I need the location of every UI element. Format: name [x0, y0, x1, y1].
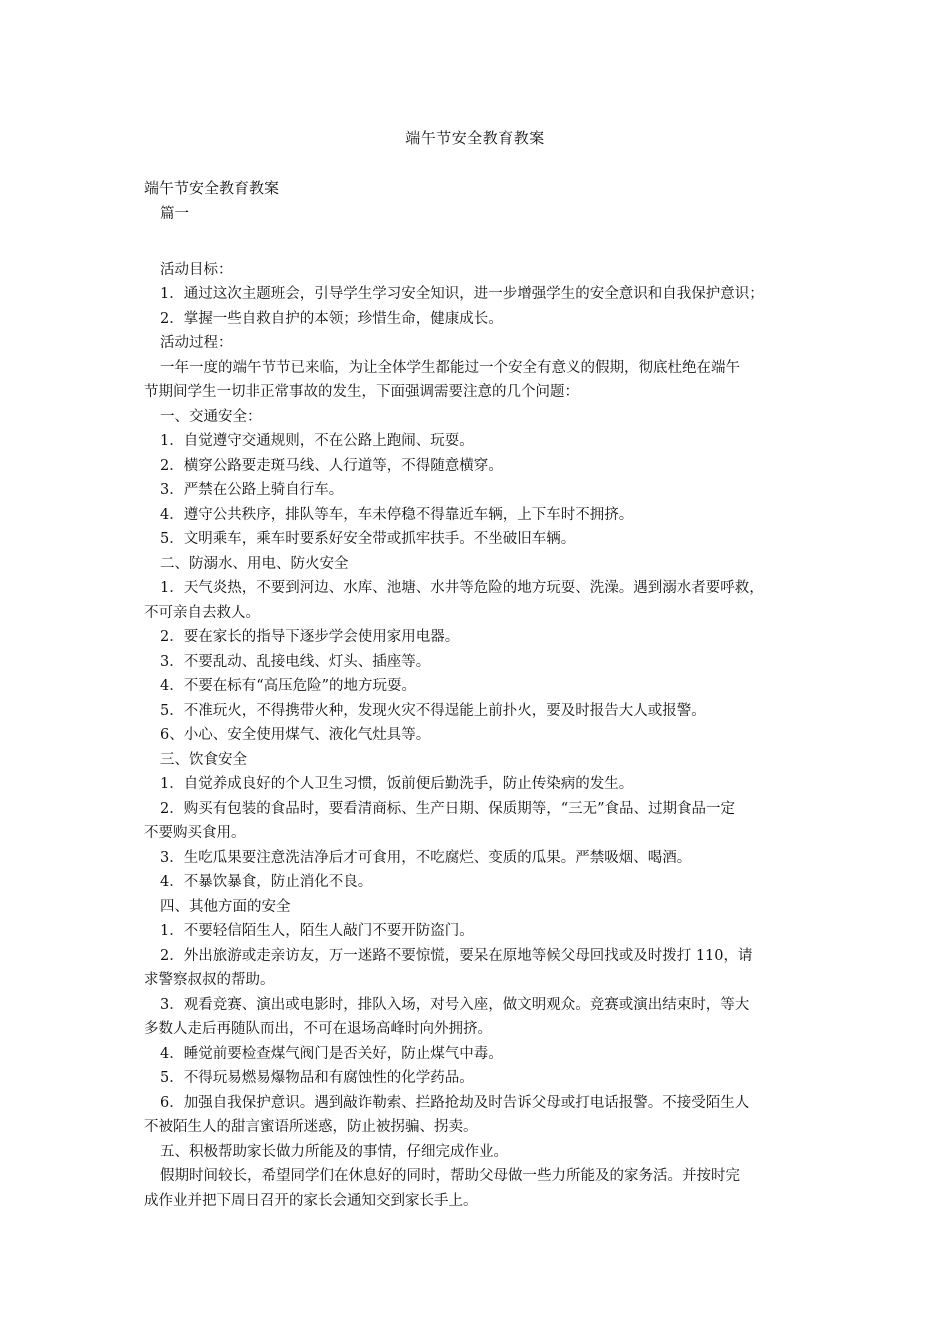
text-line: 6．加强自我保护意识。遇到敲诈勒索、拦路抢劫及时告诉父母或打电话报警。不接受陌生人 [160, 1094, 750, 1111]
text-line: 三、饮食安全 [160, 751, 247, 768]
text-line: 四、其他方面的安全 [160, 898, 291, 915]
document-title: 端午节安全教育教案 [405, 129, 545, 147]
document-body [144, 202, 824, 1213]
text-line: 1．不要轻信陌生人，陌生人敲门不要开防盗门。 [160, 923, 474, 939]
text-line: 1．天气炎热，不要到河边、水库、池塘、水井等危险的地方玩耍、洗澡。遇到溺水者要呼救， [160, 580, 764, 596]
text-line: 五、积极帮助家长做力所能及的事情，仔细完成作业。 [160, 1143, 508, 1160]
text-line: 2．外出旅游或走亲访友，万一迷路不要惊慌，要呆在原地等候父母回找或及时拨打 110，请 [160, 947, 753, 964]
text-line: 假期时间较长，希望同学们在休息好的同时，帮助父母做一些力所能及的家务活。并按时完 [160, 1168, 740, 1184]
text-line: 3．生吃瓜果要注意洗洁净后才可食用，不吃腐烂、变质的瓜果。严禁吸烟、喝酒。 [160, 849, 692, 866]
text-line: 3．观看竞赛、演出或电影时，排队入场，对号入座，做文明观众。竞赛或演出结束时，等大 [160, 996, 750, 1013]
text-line: 二、防溺水、用电、防火安全 [160, 555, 349, 572]
text-line: 活动目标： [160, 261, 233, 278]
text-line: 求警察叔叔的帮助。 [144, 972, 275, 988]
text-line: 篇一 [160, 206, 189, 222]
text-line: 4．遵守公共秩序，排队等车，车未停稳不得靠近车辆，上下车时不拥挤。 [160, 506, 634, 523]
blank-line [144, 227, 824, 258]
text-line: 2．横穿公路要走斑马线、人行道等，不得随意横穿。 [160, 457, 503, 474]
text-line: 成作业并把下周日召开的家长会通知交到家长手上。 [144, 1192, 478, 1209]
text-line: 2．掌握一些自救自护的本领；珍惜生命，健康成长。 [160, 310, 503, 327]
text-line: 6、小心、安全使用煤气、液化气灶具等。 [160, 727, 431, 743]
text-line: 节期间学生一切非正常事故的发生，下面强调需要注意的几个问题： [144, 384, 579, 400]
text-line: 不要购买食用。 [144, 825, 246, 841]
text-line: 5．不准玩火，不得携带火种，发现火灾不得逞能上前扑火，要及时报告大人或报警。 [160, 702, 706, 719]
text-line: 3．严禁在公路上骑自行车。 [160, 482, 344, 498]
text-line: 活动过程： [160, 335, 233, 351]
text-line: 1．自觉遵守交通规则，不在公路上跑闹、玩耍。 [160, 433, 474, 449]
text-line: 4．睡觉前要检查煤气阀门是否关好，防止煤气中毒。 [160, 1045, 503, 1062]
text-line: 不可亲自去救人。 [144, 604, 260, 621]
text-line: 5．文明乘车，乘车时要系好安全带或抓牢扶手。不坐破旧车辆。 [160, 531, 576, 547]
text-line: 4．不暴饮暴食，防止消化不良。 [160, 874, 373, 890]
text-line: 2．要在家长的指导下逐步学会使用家用电器。 [160, 629, 460, 645]
text-line: 一年一度的端午节节已来临，为让全体学生都能过一个安全有意义的假期，彻底杜绝在端午 [160, 359, 740, 376]
text-line: 多数人走后再随队而出，不可在退场高峰时向外拥挤。 [144, 1021, 492, 1037]
text-line: 不被陌生人的甜言蜜语所迷惑，防止被拐骗、拐卖。 [144, 1119, 478, 1135]
text-line: 1．自觉养成良好的个人卫生习惯，饭前便后勤洗手，防止传染病的发生。 [160, 776, 634, 792]
text-line: 1．通过这次主题班会，引导学生学习安全知识，进一步增强学生的安全意识和自我保护意识； [160, 286, 764, 302]
text-line: 5．不得玩易燃易爆物品和有腐蚀性的化学药品。 [160, 1070, 474, 1086]
text-line: 一、交通安全： [160, 408, 262, 425]
text-line: 3．不要乱动、乱接电线、灯头、插座等。 [160, 653, 431, 670]
text-line: 2．购买有包装的食品时，要看清商标、生产日期、保质期等，“三无”食品、过期食品一定 [160, 800, 736, 817]
document-subtitle: 端午节安全教育教案 [144, 179, 280, 197]
text-line: 4．不要在标有“高压危险”的地方玩耍。 [160, 678, 417, 694]
